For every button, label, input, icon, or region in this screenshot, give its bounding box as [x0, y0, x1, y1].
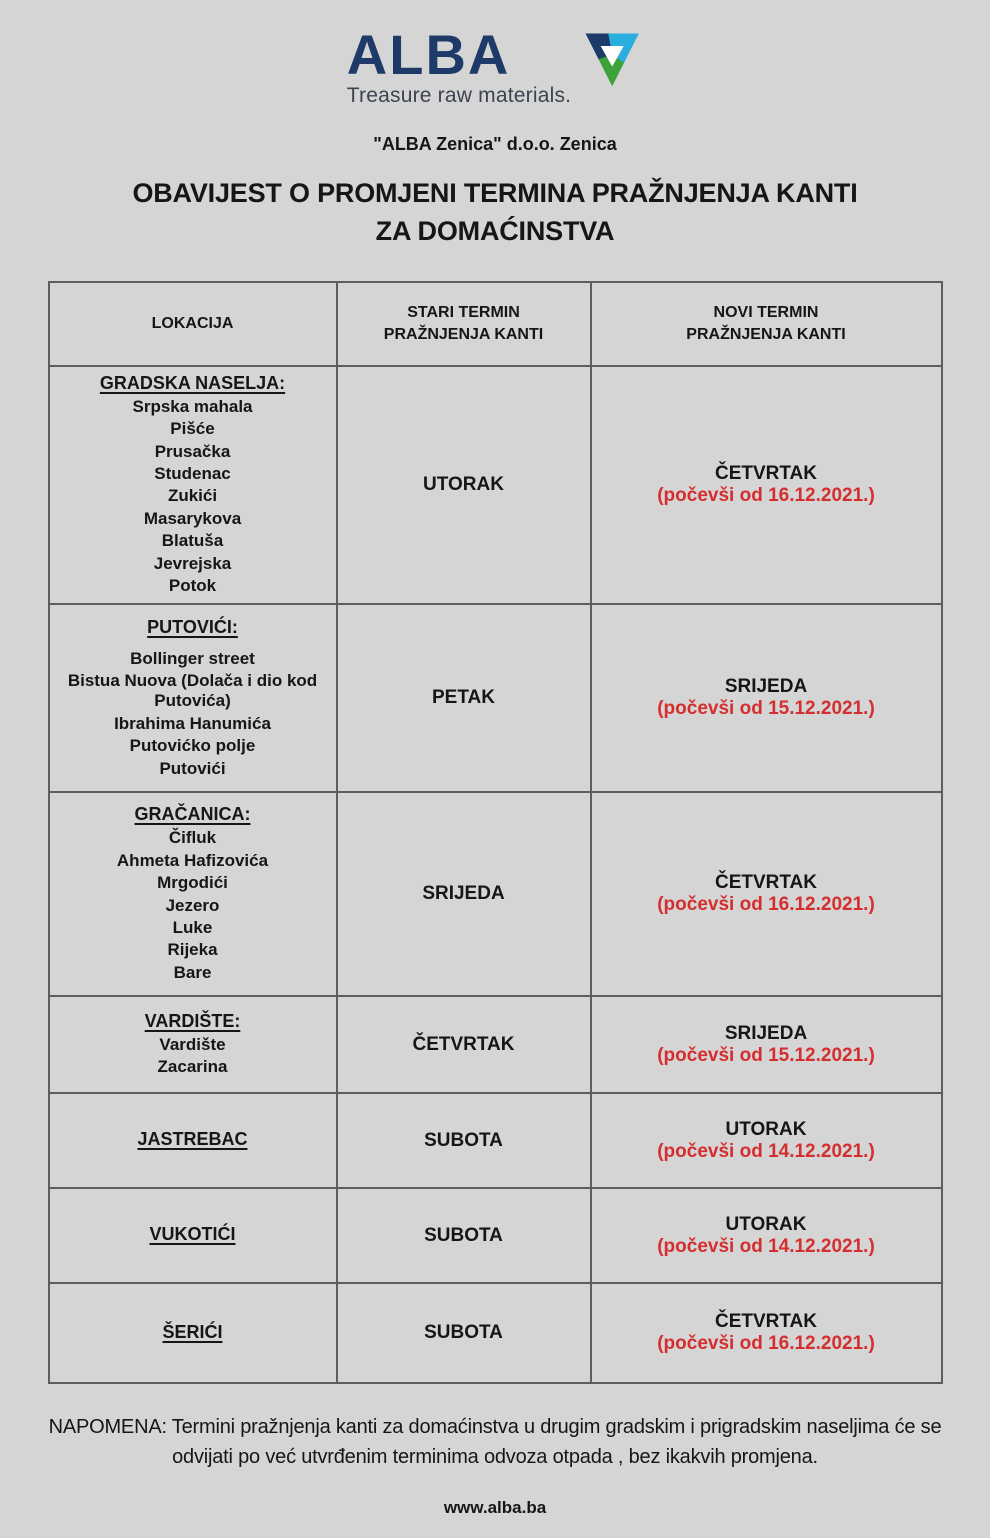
new-term-cell	[591, 1093, 942, 1188]
new-term-day: ČETVRTAK	[714, 872, 818, 894]
location-cell	[49, 996, 337, 1093]
location-item: Rijeka	[167, 940, 218, 960]
location-title: JASTREBAC	[137, 1129, 248, 1150]
new-term-day: ČETVRTAK	[714, 463, 818, 485]
location-item: Bare	[173, 962, 212, 982]
header-line: NOVI TERMIN	[713, 304, 819, 322]
location-item: Vardište	[159, 1034, 226, 1054]
location-cell	[49, 792, 337, 996]
table-row	[49, 1188, 942, 1283]
logo-wordmark: ALBA	[346, 23, 511, 86]
location-item: Potok	[168, 575, 217, 595]
new-term-note: (počevši od 15.12.2021.)	[657, 1044, 875, 1066]
location-cell	[49, 1093, 337, 1188]
header-old-term	[337, 282, 591, 366]
location-item: Bistua Nuova (Dolača i dio kod Putovića)	[67, 671, 318, 711]
location-item: Jezero	[165, 895, 220, 915]
new-term-day: SRIJEDA	[724, 676, 808, 698]
location-items	[58, 827, 328, 984]
location-title: ŠERIĆI	[162, 1321, 223, 1342]
logo-text-block	[346, 23, 572, 108]
new-term-note: (počevši od 16.12.2021.)	[657, 894, 875, 916]
header-line: PRAŽNJENJA KANTI	[686, 325, 846, 343]
old-term-cell: SRIJEDA	[337, 792, 591, 996]
location-item: Srpska mahala	[132, 396, 253, 416]
new-term-cell	[591, 996, 942, 1093]
location-title: PUTOVIĆI:	[147, 616, 238, 637]
header-line: LOKACIJA	[151, 314, 234, 332]
new-term-day: UTORAK	[725, 1118, 807, 1140]
location-cell	[49, 604, 337, 792]
logo-tagline: Treasure raw materials.	[346, 84, 572, 108]
page-title	[0, 175, 990, 251]
location-item: Putovićko polje	[129, 736, 256, 756]
website-url: www.alba.ba	[443, 1498, 547, 1518]
location-title: GRADSKA NASELJA:	[99, 372, 286, 393]
location-items	[58, 1034, 328, 1079]
location-item: Prusačka	[154, 441, 231, 461]
alba-logo	[0, 23, 990, 108]
location-item: Čifluk	[168, 828, 217, 848]
old-term-cell: SUBOTA	[337, 1188, 591, 1283]
location-cell	[49, 1283, 337, 1383]
location-item: Studenac	[154, 463, 231, 483]
triangle-inner-cutout	[600, 46, 624, 67]
location-title: VARDIŠTE:	[144, 1010, 241, 1031]
new-term-note: (počevši od 14.12.2021.)	[657, 1235, 875, 1257]
table-row	[49, 1283, 942, 1383]
location-items	[58, 396, 328, 598]
location-item: Jevrejska	[153, 553, 232, 573]
company-name: "ALBA Zenica" d.o.o. Zenica	[373, 134, 617, 155]
header-location	[49, 282, 337, 366]
new-term-note: (počevši od 14.12.2021.)	[657, 1140, 875, 1162]
new-term-day: UTORAK	[725, 1213, 807, 1235]
table-row	[49, 996, 942, 1093]
new-term-cell	[591, 366, 942, 605]
header-line: STARI TERMIN	[407, 304, 520, 322]
new-term-cell	[591, 1188, 942, 1283]
location-item: Pišće	[170, 419, 215, 439]
old-term-cell: SUBOTA	[337, 1283, 591, 1383]
new-term-cell	[591, 604, 942, 792]
page-title-line1: OBAVIJEST O PROMJENI TERMINA PRAŽNJENJA KANTI	[132, 178, 858, 209]
location-item: Mrgodići	[157, 873, 228, 893]
header-row	[49, 282, 942, 366]
header-new-term	[591, 282, 942, 366]
table-header	[49, 282, 942, 366]
location-item: Ibrahima Hanumića	[114, 713, 271, 733]
page-title-line2: ZA DOMAĆINSTVA	[375, 215, 615, 246]
old-term-cell: UTORAK	[337, 366, 591, 605]
table-row	[49, 1093, 942, 1188]
schedule-table	[48, 281, 943, 1385]
table-body	[49, 366, 942, 1384]
location-item: Zacarina	[157, 1057, 228, 1077]
location-item: Masarykova	[143, 508, 242, 528]
new-term-day: ČETVRTAK	[714, 1311, 818, 1333]
location-title: VUKOTIĆI	[149, 1224, 236, 1245]
recycling-triangle-icon	[581, 30, 643, 88]
location-cell	[49, 366, 337, 605]
header-line: PRAŽNJENJA KANTI	[383, 325, 544, 343]
old-term-cell: ČETVRTAK	[337, 996, 591, 1093]
footnote: NAPOMENA: Termini pražnjenja kanti za domaćinstva u drugim gradskim i prigradskim naseljima će se odvijati po već utvrđenim terminima odvoza otpada , bez ikakvih promjena.	[48, 1416, 942, 1469]
new-term-note: (počevši od 16.12.2021.)	[657, 1333, 875, 1355]
new-term-day: SRIJEDA	[724, 1022, 808, 1044]
location-cell	[49, 1188, 337, 1283]
new-term-note: (počevši od 15.12.2021.)	[657, 698, 875, 720]
location-items	[58, 648, 328, 780]
table-row	[49, 792, 942, 996]
new-term-cell	[591, 792, 942, 996]
table-row	[49, 366, 942, 605]
location-item: Bollinger street	[130, 648, 255, 668]
new-term-cell	[591, 1283, 942, 1383]
old-term-cell: SUBOTA	[337, 1093, 591, 1188]
location-item: Luke	[172, 917, 213, 937]
location-item: Blatuša	[161, 531, 224, 551]
location-item: Ahmeta Hafizovića	[116, 850, 269, 870]
location-item: Putovići	[159, 758, 226, 778]
location-title: GRAČANICA:	[134, 804, 251, 825]
old-term-cell: PETAK	[337, 604, 591, 792]
new-term-note: (počevši od 16.12.2021.)	[657, 485, 875, 507]
location-item: Zukići	[167, 486, 218, 506]
table-row	[49, 604, 942, 792]
